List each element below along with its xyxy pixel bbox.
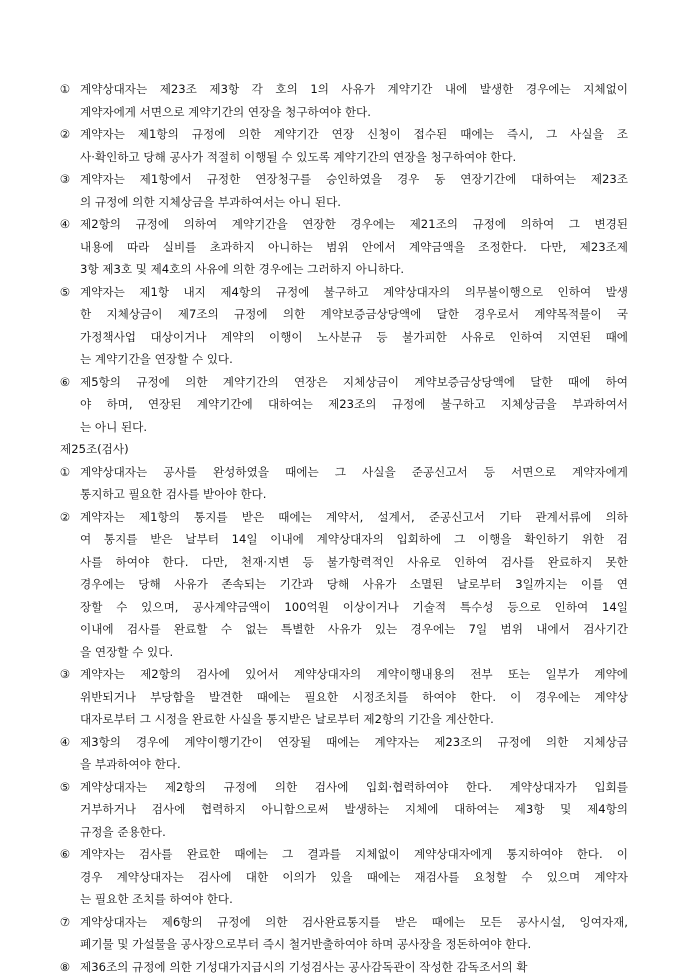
clause-text-line: 경우에는 당해 사유가 존속되는 기간과 당해 사유가 소멸된 날로부터 3일까지는 이를 연 (80, 573, 628, 596)
clause-text-line: 계약상대자는 제2항의 규정에 의한 검사에 입회·협력하여야 한다. 계약상대자가 입회를 (80, 776, 628, 799)
clause-text-line: 는 필요한 조치를 하여야 한다. (80, 888, 628, 911)
clause-number: ③ (56, 663, 74, 686)
clause-paragraph (80, 281, 628, 371)
clause-text-line: 계약자는 제1항의 규정에 의한 계약기간 연장 신청이 접수된 때에는 즉시, 그 사실을 조 (80, 123, 628, 146)
clause-paragraph (80, 78, 628, 123)
clause-number: ① (56, 78, 74, 101)
clause-paragraph (80, 843, 628, 911)
clause-text-line: 장할 수 있으며, 공사계약금액이 100억원 이상이거나 기술적 특수성 등으로 인하여 14일 (80, 596, 628, 619)
clause-text-line: 을 부과하여야 한다. (80, 753, 628, 776)
clause-paragraph (80, 776, 628, 844)
clause-text-line: 계약상대자는 제6항의 규정에 의한 검사완료통지를 받은 때에는 모든 공사시설, 잉여자재, (80, 911, 628, 934)
clause-paragraph (80, 123, 628, 168)
clause-number: ② (56, 123, 74, 146)
clause-text-line: 이내에 검사를 완료할 수 없는 특별한 사유가 있는 경우에는 7일 범위 내에서 검사기간 (80, 618, 628, 641)
clause-paragraph (80, 371, 628, 439)
clause-text-line: 는 계약기간을 연장할 수 있다. (80, 348, 628, 371)
clause-text-line: 야 하며, 연장된 계약기간에 대하여는 제23조의 규정에 불구하고 지체상금을 부과하여서 (80, 393, 628, 416)
clause-text-line: 대자로부터 그 시정을 완료한 사실을 통지받은 날로부터 제2항의 기간을 계산한다. (80, 708, 628, 731)
clause-text-line: 한 지체상금이 제7조의 규정에 의한 계약보증금상당액에 달한 경우로서 계약목적물이 국 (80, 303, 628, 326)
clause-paragraph (80, 956, 628, 978)
clause-text-line: 경우 계약상대자는 검사에 대한 이의가 있을 때에는 재검사를 요청할 수 있으며 계약자 (80, 866, 628, 889)
clause-text-line: 가정책사업 대상이거나 계약의 이행이 노사분규 등 불가피한 사유로 인하여 지연된 때에 (80, 326, 628, 349)
clause-text-line: 계약상대자는 제23조 제3항 각 호의 1의 사유가 계약기간 내에 발생한 경우에는 지체없이 (80, 78, 628, 101)
clause-text-line: 내용에 따라 실비를 초과하지 아니하는 범위 안에서 계약금액을 조정한다. 다만, 제23조제 (80, 236, 628, 259)
clause-text-line: 계약자는 제1항의 통지를 받은 때에는 계약서, 설계서, 준공신고서 기타 관계서류에 의하 (80, 506, 628, 529)
clause-text-line: 규정을 준용한다. (80, 821, 628, 844)
clause-text-line: 의 규정에 의한 지체상금을 부과하여서는 아니 된다. (80, 191, 628, 214)
clause-text-line: 계약자는 검사를 완료한 때에는 그 결과를 지체없이 계약상대자에게 통지하여야 한다. 이 (80, 843, 628, 866)
clause-text-line: 여 통지를 받은 날부터 14일 이내에 계약상대자의 입회하에 그 이행을 확인하기 위한 검 (80, 528, 628, 551)
clause-text-line: 위반되거나 부당함을 발견한 때에는 필요한 시정조치를 하여야 한다. 이 경우에는 계약상 (80, 686, 628, 709)
clause-number: ⑦ (56, 911, 74, 934)
clause-number: ④ (56, 731, 74, 754)
clause-text-line: 3항 제3호 및 제4호의 사유에 의한 경우에는 그러하지 아니하다. (80, 258, 628, 281)
clause-number: ⑤ (56, 776, 74, 799)
clause-paragraph (80, 461, 628, 506)
clause-text-line: 제3항의 경우에 계약이행기간이 연장될 때에는 계약자는 제23조의 규정에 의한 지체상금 (80, 731, 628, 754)
clause-paragraph (80, 911, 628, 956)
clause-text-line: 을 연장할 수 있다. (80, 641, 628, 664)
clause-paragraph (80, 213, 628, 281)
clause-paragraph (80, 506, 628, 664)
clause-text-line: 사·확인하고 당해 공사가 적절히 이행될 수 있도록 계약기간의 연장을 청구하여야 한다. (80, 146, 628, 169)
clause-text-line: 계약자에게 서면으로 계약기간의 연장을 청구하여야 한다. (80, 101, 628, 124)
clause-text-line: 계약자는 제2항의 검사에 있어서 계약상대자의 계약이행내용의 전부 또는 일부가 계약에 (80, 663, 628, 686)
clause-number: ④ (56, 213, 74, 236)
clause-number: ⑤ (56, 281, 74, 304)
clause-text-line: 계약자는 제1항 내지 제4항의 규정에 불구하고 계약상대자의 의무불이행으로 인하여 발생 (80, 281, 628, 304)
clause-number: ③ (56, 168, 74, 191)
clause-text-line: 는 아니 된다. (80, 416, 628, 439)
clause-paragraph (80, 663, 628, 731)
clause-text-line: 계약상대자는 공사를 완성하였을 때에는 그 사실을 준공신고서 등 서면으로 계약자에게 (80, 461, 628, 484)
clause-text-line: 제2항의 규정에 의하여 계약기간을 연장한 경우에는 제21조의 규정에 의하여 그 변경된 (80, 213, 628, 236)
clause-number: ① (56, 461, 74, 484)
clause-text-line: 통지하고 필요한 검사를 받아야 한다. (80, 483, 628, 506)
section-heading: 제25조(검사) (60, 438, 129, 461)
clause-text-line: 폐기물 및 가설물을 공사장으로부터 즉시 철거반출하여야 하며 공사장을 정돈하여야 한다. (80, 933, 628, 956)
clause-paragraph (80, 168, 628, 213)
clause-number: ⑥ (56, 371, 74, 394)
clause-text-line: 거부하거나 검사에 협력하지 아니함으로써 발생하는 지체에 대하여는 제3항 및 제4항의 (80, 798, 628, 821)
clause-paragraph (80, 731, 628, 776)
clause-text-line: 계약자는 제1항에서 규정한 연장청구를 승인하였을 경우 동 연장기간에 대하여는 제23조 (80, 168, 628, 191)
clause-text-line: 제5항의 규정에 의한 계약기간의 연장은 지체상금이 계약보증금상당액에 달한 때에 하여 (80, 371, 628, 394)
clause-text-line: 제36조의 규정에 의한 기성대가지급시의 기성검사는 공사감독관이 작성한 감독조서의 확 (80, 956, 628, 978)
clause-number: ⑥ (56, 843, 74, 866)
clause-number: ⑧ (56, 956, 74, 978)
clause-text-line: 사를 하여야 한다. 다만, 천재·지변 등 불가항력적인 사유로 인하여 검사를 완료하지 못한 (80, 551, 628, 574)
clause-number: ② (56, 506, 74, 529)
